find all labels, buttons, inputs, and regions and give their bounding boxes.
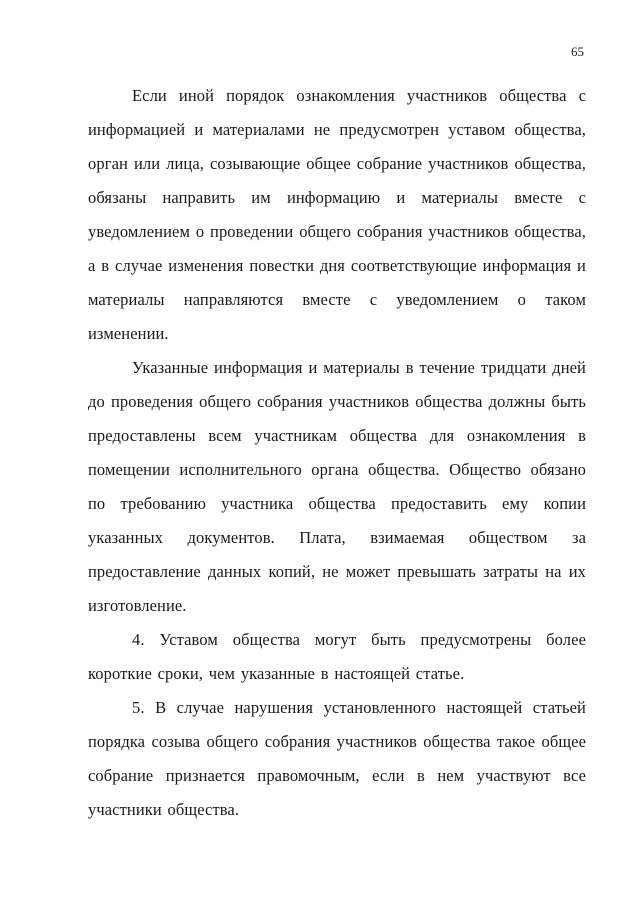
page-number: 65 [571, 44, 584, 59]
paragraph-4-item-5: 5. В случае нарушения установленного настоящей статьей порядка созыва общего собрания участников общества такое общее собрание признается правомочным, если в нем участвуют все участники общества. [88, 698, 586, 819]
paragraph-3-item-4: 4. Уставом общества могут быть предусмотрены более короткие сроки, чем указанные в настоящей статье. [88, 630, 586, 683]
paragraph-2: Указанные информация и материалы в течение тридцати дней до проведения общего собрания участников общества должны быть предоставлены всем участникам общества для ознакомления в помещении исполнительного органа общества. Общество обязано по требованию участника общества предоставить ему копии указанных документов. Плата, взимаемая обществом за предоставление данных копий, не может превышать затраты на их изготовление. [88, 358, 586, 615]
paragraph-1: Если иной порядок ознакомления участников общества с информацией и материалами не предусмотрен уставом общества, орган или лица, созывающие общее собрание участников общества, обязаны направить им информацию и материалы вместе с уведомлением о проведении общего собрания участников общества, а в случае изменения повестки дня соответствующие информация и материалы направляются вместе с уведомлением о таком изменении. [88, 86, 586, 343]
text-body [88, 79, 586, 827]
